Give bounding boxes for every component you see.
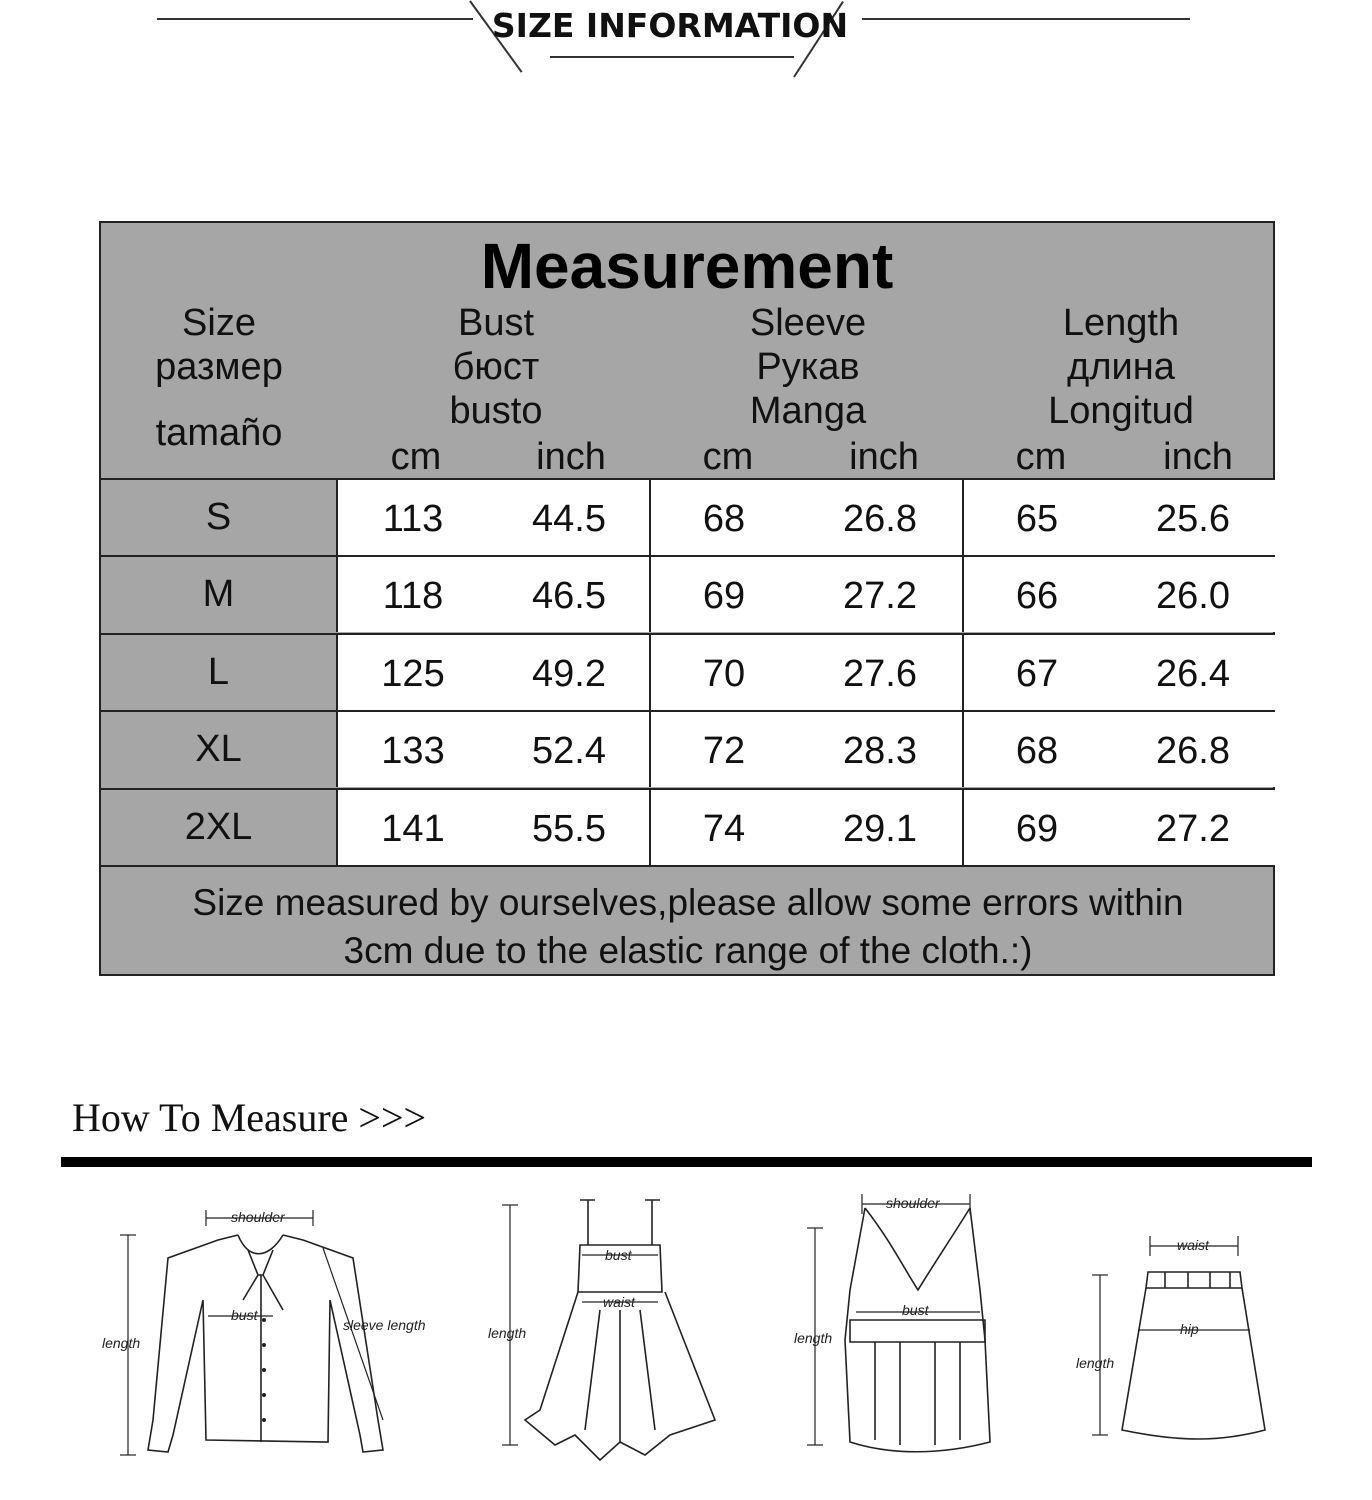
size-cell: XL (101, 710, 336, 787)
header-line: длина (1067, 346, 1175, 388)
sleeve-cell (649, 710, 962, 787)
sleeve-cell (649, 633, 962, 710)
table-row (101, 555, 1275, 632)
dress-length-label: length (488, 1325, 527, 1341)
value: 46.5 (532, 575, 606, 617)
value: 28.3 (843, 730, 917, 772)
column-header-sleeve (708, 301, 908, 433)
dress-bust-label: bust (605, 1247, 632, 1263)
shirt-sleeve-label: sleeve length (343, 1317, 426, 1333)
length-cell (962, 788, 1275, 865)
table-row (101, 788, 1275, 865)
unit-label: cm (1015, 436, 1067, 478)
shirt-bust-label: bust (231, 1307, 258, 1323)
header-line: Рукав (756, 346, 860, 388)
size-cell: S (101, 478, 336, 555)
shirt-diagram-icon (98, 1180, 443, 1470)
measurement-note (101, 865, 1275, 976)
tank-shoulder-label: shoulder (886, 1195, 940, 1211)
bust-cell (336, 710, 649, 787)
column-header-length (1021, 301, 1221, 433)
table-row (101, 710, 1275, 787)
length-cell (962, 710, 1275, 787)
table-title: Measurement (480, 230, 894, 302)
length-cell (962, 555, 1275, 632)
value: 55.5 (532, 808, 606, 850)
size-cell: L (101, 633, 336, 710)
value: 49.2 (532, 653, 606, 695)
header-line: Sleeve (749, 302, 867, 344)
value: 26.8 (843, 498, 917, 540)
value: 25.6 (1156, 498, 1230, 540)
sleeve-cell (649, 478, 962, 555)
value: 69 (1015, 808, 1059, 850)
header-rule-left (157, 18, 473, 20)
value: 66 (1015, 575, 1059, 617)
size-table (99, 221, 1275, 976)
length-cell (962, 633, 1275, 710)
header-line: бюст (452, 346, 540, 388)
value: 68 (702, 498, 746, 540)
value: 26.0 (1156, 575, 1230, 617)
note-line: Size measured by ourselves,please allow some errors within (192, 882, 1184, 923)
dress-waist-label: waist (603, 1294, 635, 1310)
header-line: Size (182, 302, 256, 344)
value: 65 (1015, 498, 1059, 540)
value: 27.2 (843, 575, 917, 617)
tank-top-diagram-icon (790, 1180, 1010, 1470)
value: 26.4 (1156, 653, 1230, 695)
tank-bust-label: bust (902, 1302, 929, 1318)
header-line: размер (155, 346, 283, 388)
header-rule-right (862, 18, 1190, 20)
bust-cell (336, 633, 649, 710)
value: 44.5 (532, 498, 606, 540)
note-line: 3cm due to the elastic range of the cloth.:) (343, 930, 1033, 971)
value: 70 (702, 653, 746, 695)
value: 67 (1015, 653, 1059, 695)
section-divider (61, 1157, 1312, 1167)
header-line: Length (1062, 302, 1180, 344)
shirt-shoulder-label: shoulder (231, 1209, 285, 1225)
value: 72 (702, 730, 746, 772)
value: 141 (381, 808, 445, 850)
length-cell (962, 478, 1275, 555)
unit-label: cm (390, 436, 442, 478)
value: 118 (382, 575, 444, 617)
header-underline (550, 56, 794, 58)
sleeve-cell (649, 788, 962, 865)
column-header-size (121, 301, 317, 455)
value: 74 (702, 808, 746, 850)
header-line: Manga (749, 390, 867, 432)
value: 68 (1015, 730, 1059, 772)
unit-label: inch (1163, 436, 1233, 478)
size-cell: 2XL (101, 788, 336, 865)
shirt-length-label: length (102, 1335, 141, 1351)
value: 52.4 (532, 730, 606, 772)
bust-cell (336, 478, 649, 555)
skirt-diagram-icon (1070, 1180, 1280, 1470)
how-to-measure-title: How To Measure >>> (72, 1095, 427, 1140)
value: 113 (382, 498, 444, 540)
skirt-length-label: length (1076, 1355, 1115, 1371)
value: 26.8 (1156, 730, 1230, 772)
header-line: Longitud (1048, 390, 1194, 432)
header-line: Bust (457, 302, 535, 344)
unit-label: inch (849, 436, 919, 478)
skirt-hip-label: hip (1180, 1321, 1199, 1337)
size-cell: M (101, 555, 336, 632)
value: 133 (381, 730, 445, 772)
table-row (101, 478, 1275, 555)
page-title: SIZE INFORMATION (491, 6, 849, 45)
column-header-bust (396, 301, 596, 433)
header-line: tamaño (155, 412, 283, 454)
table-row (101, 633, 1275, 710)
tank-length-label: length (794, 1330, 833, 1346)
value: 27.2 (1156, 808, 1230, 850)
header-line: busto (449, 390, 543, 432)
unit-label: inch (536, 436, 606, 478)
value: 69 (702, 575, 746, 617)
value: 29.1 (843, 808, 917, 850)
sleeve-cell (649, 555, 962, 632)
skirt-waist-label: waist (1177, 1237, 1209, 1253)
value: 125 (381, 653, 445, 695)
value: 27.6 (843, 653, 917, 695)
bust-cell (336, 555, 649, 632)
unit-label: cm (702, 436, 754, 478)
dress-diagram-icon (480, 1180, 730, 1480)
bust-cell (336, 788, 649, 865)
